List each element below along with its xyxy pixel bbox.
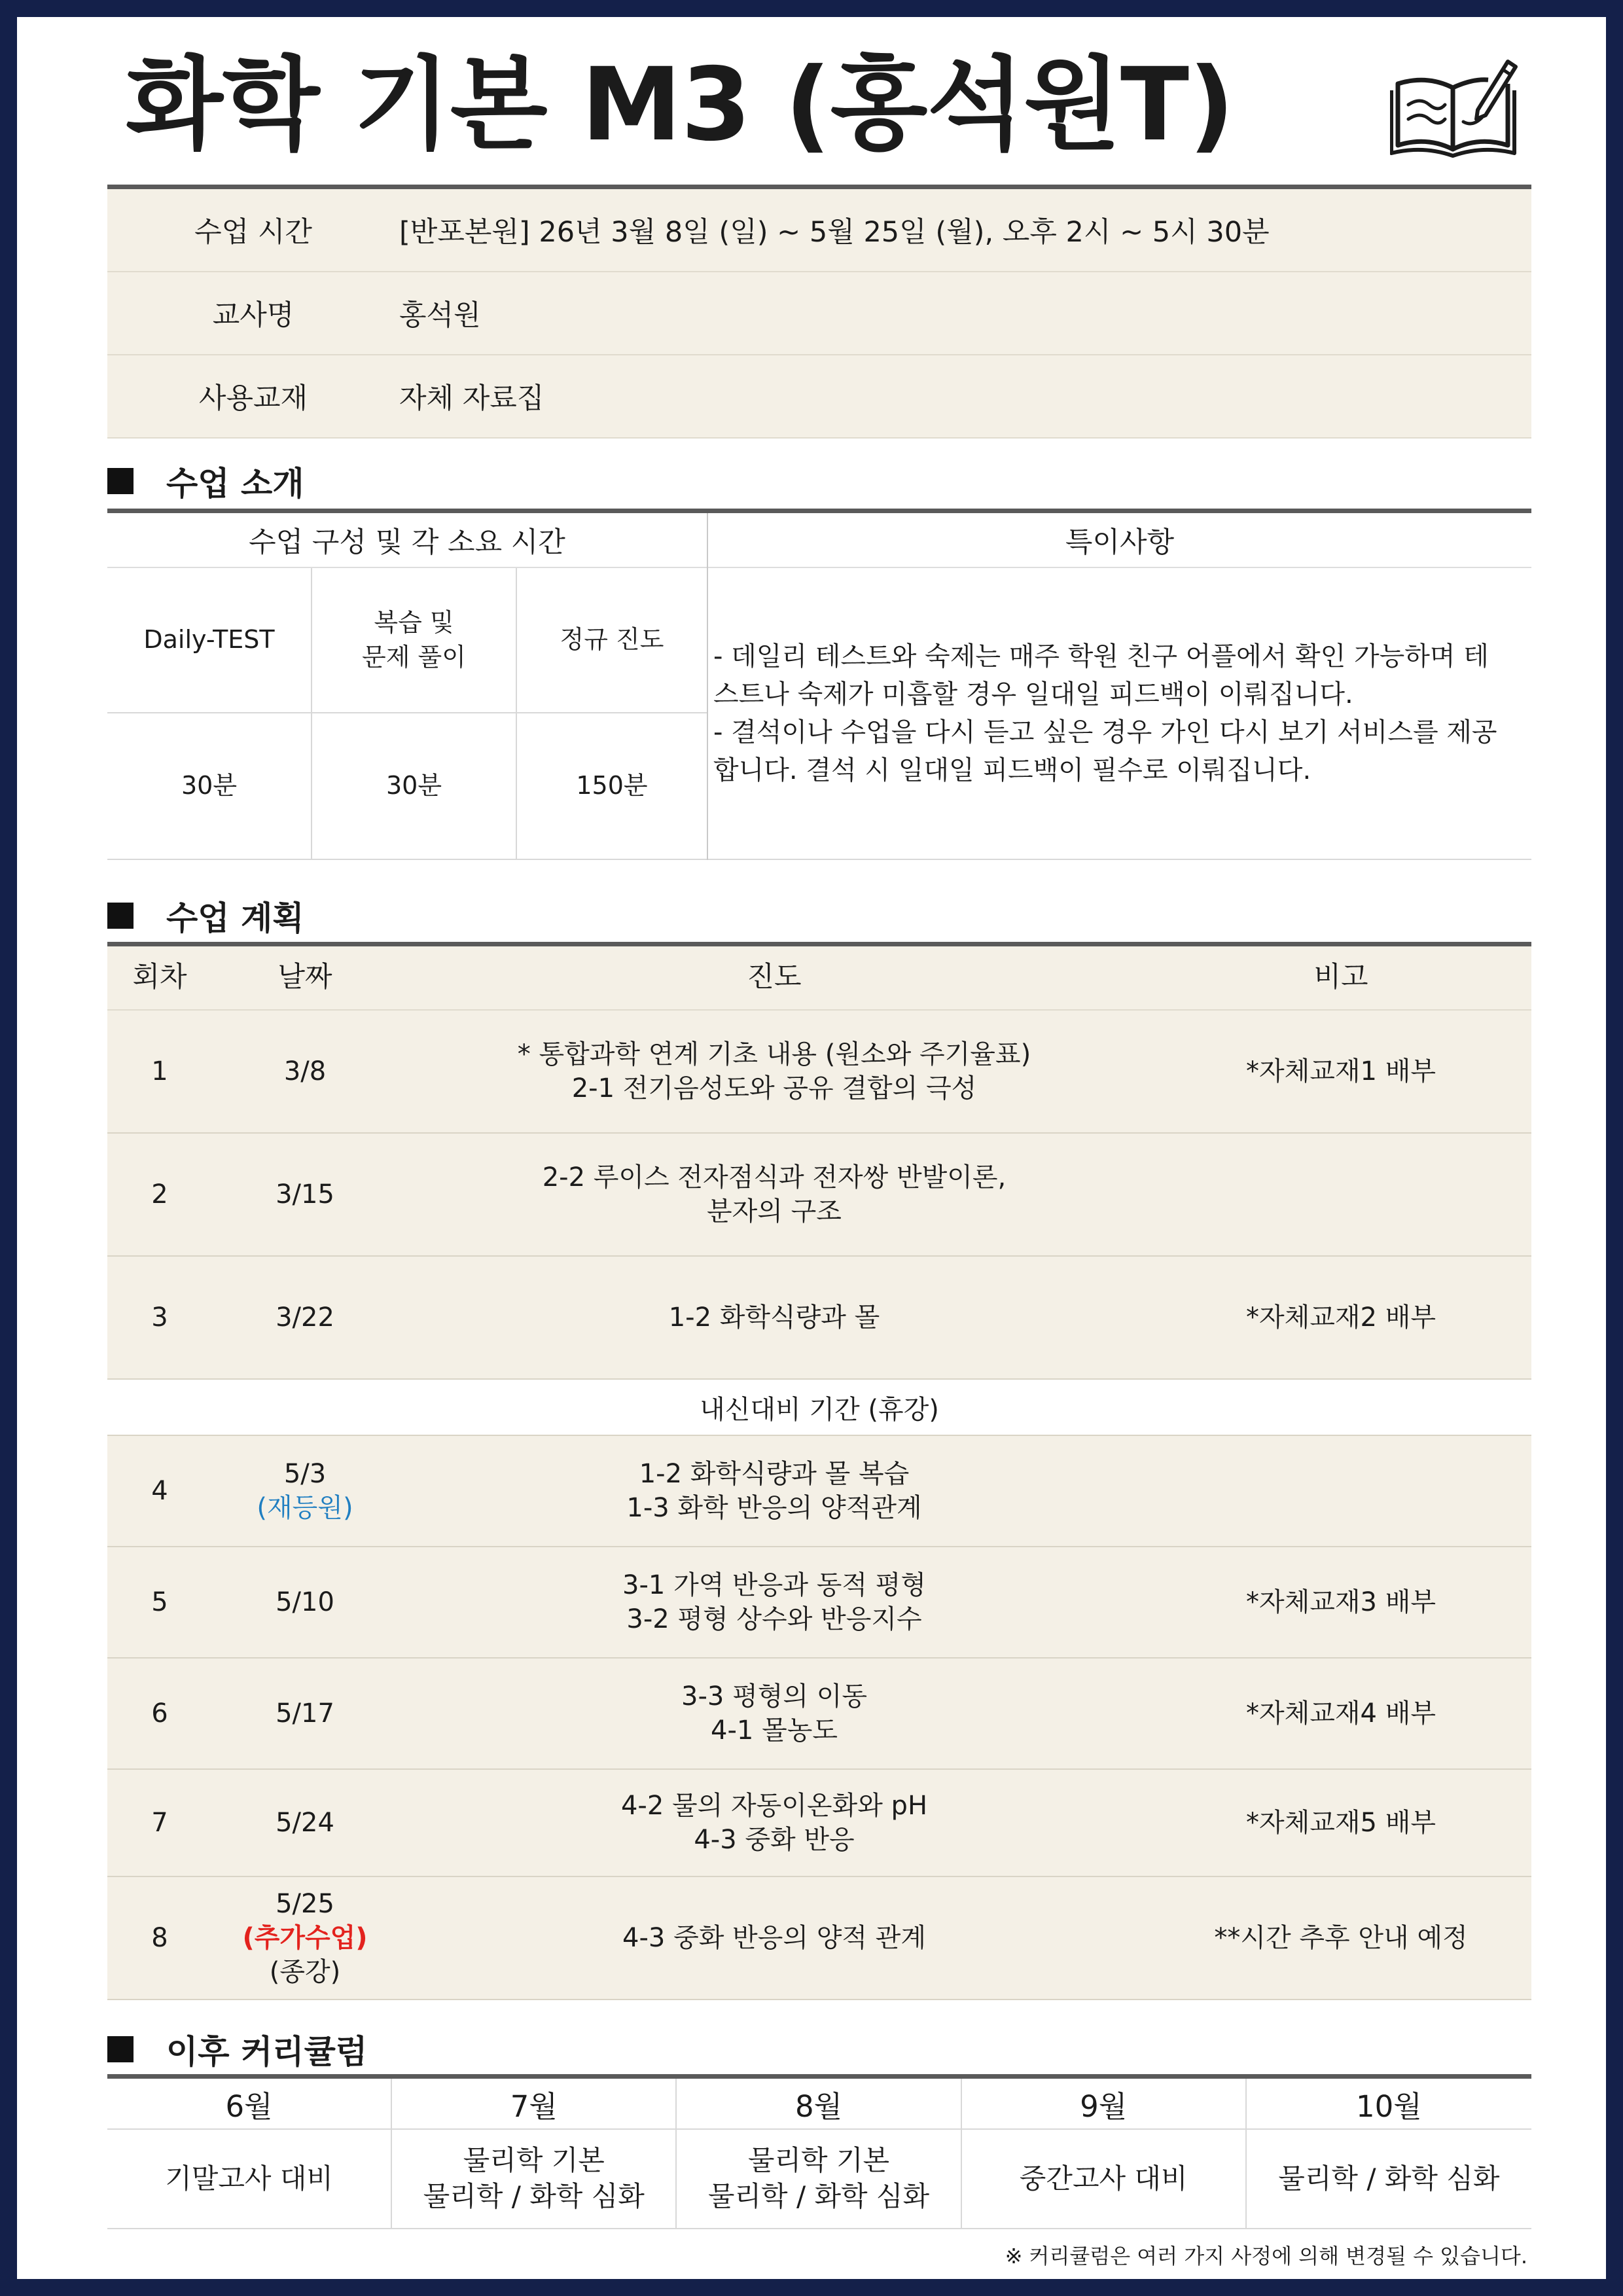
plan-remark	[1150, 1436, 1531, 1546]
plan-session-no: 6	[151, 1698, 168, 1729]
plan-row	[107, 1659, 1531, 1770]
plan-table	[107, 946, 1531, 2000]
intro-composition	[107, 513, 707, 860]
square-bullet-icon	[107, 903, 134, 929]
plan-content-line: 1-3 화학 반응의 양적관계	[626, 1493, 922, 1523]
intro-column-header: 정규 진도	[517, 568, 707, 713]
plan-content-cell	[398, 1770, 1150, 1876]
plan-session-no: 4	[151, 1476, 168, 1506]
info-value: 홍석원	[399, 299, 481, 332]
plan-content-line: 2-2 루이스 전자점식과 전자쌍 반발이론,	[542, 1162, 1007, 1193]
section-heading-curriculum	[107, 2000, 1531, 2079]
intro-duration: 150분	[517, 713, 707, 860]
plan-header-remark: 비고	[1313, 961, 1368, 994]
plan-session-no: 1	[151, 1056, 168, 1086]
square-bullet-icon	[107, 2036, 134, 2062]
plan-remark	[1150, 1134, 1531, 1255]
section-title: 수업 계획	[166, 899, 304, 937]
plan-content-line: 4-1 몰농도	[711, 1715, 838, 1746]
intro-note-line: - 결석이나 수업을 다시 듣고 싶은 경우 가인 다시 보기 서비스를 제공합니다. 결석 시 일대일 피드백이 필수로 이뤄집니다.	[713, 717, 1497, 785]
info-label: 사용교재	[198, 382, 308, 415]
curriculum-content: 중간고사 대비	[962, 2130, 1247, 2229]
plan-row	[107, 1436, 1531, 1547]
plan-header-content: 진도	[747, 961, 802, 994]
title-row	[107, 17, 1531, 189]
class-info-table	[107, 189, 1531, 439]
info-label: 교사명	[212, 299, 294, 332]
plan-date: 5/25	[276, 1889, 334, 1919]
intro-grid	[107, 568, 707, 860]
plan-session-no: 3	[151, 1302, 168, 1333]
plan-header-date: 날짜	[277, 961, 332, 994]
plan-content-line: 분자의 구조	[707, 1196, 842, 1227]
plan-date-cell	[212, 1547, 398, 1657]
plan-date-note: (재등원)	[257, 1493, 353, 1523]
plan-date-extra: (종강)	[269, 1957, 341, 1987]
plan-date-cell	[212, 1659, 398, 1768]
plan-date-note: (추가수업)	[242, 1923, 368, 1953]
plan-session-no: 5	[151, 1587, 168, 1617]
curriculum-month: 9월	[962, 2079, 1247, 2130]
document-sheet	[17, 17, 1606, 2279]
plan-date: 3/15	[276, 1179, 334, 1210]
info-row-textbook	[107, 355, 1531, 439]
open-book-with-pen-icon	[1390, 50, 1518, 158]
intro-left-header: 수업 구성 및 각 소요 시간	[107, 513, 707, 568]
plan-content-line: 3-1 가역 반응과 동적 평형	[622, 1570, 926, 1600]
plan-content-cell	[398, 1547, 1150, 1657]
plan-content-line: 2-1 전기음성도와 공유 결합의 극성	[571, 1073, 977, 1103]
intro-right-header: 특이사항	[708, 513, 1531, 568]
document-content	[107, 17, 1531, 2270]
plan-session-no: 8	[151, 1923, 168, 1953]
info-value: 자체 자료집	[399, 382, 544, 415]
plan-content-line: 4-3 중화 반응	[694, 1825, 855, 1855]
curriculum-table	[107, 2079, 1531, 2229]
intro-note-line: - 데일리 테스트와 숙제는 매주 학원 친구 어플에서 확인 가능하며 테스트나 숙제가 미흡할 경우 일대일 피드백이 이뤄집니다.	[713, 641, 1489, 709]
plan-date-cell	[212, 1877, 398, 1999]
curriculum-footnote: ※ 커리큘럼은 여러 가지 사정에 의해 변경될 수 있습니다.	[1005, 2244, 1527, 2269]
plan-date: 5/24	[276, 1808, 334, 1838]
plan-date: 3/22	[276, 1302, 334, 1333]
curriculum-month: 6월	[107, 2079, 392, 2130]
plan-session-no: 2	[151, 1179, 168, 1210]
plan-content-line: 3-3 평형의 이동	[681, 1681, 867, 1712]
section-heading-intro	[107, 439, 1531, 513]
intro-column-header: Daily-TEST	[107, 568, 312, 713]
plan-date-cell	[212, 1770, 398, 1876]
plan-break-row: 내신대비 기간 (휴강)	[107, 1380, 1531, 1436]
plan-content-cell	[398, 1436, 1150, 1546]
page-title: 화학 기본 M3 (홍석원T)	[126, 46, 1234, 164]
info-label: 수업 시간	[194, 216, 312, 249]
plan-date-cell	[212, 1257, 398, 1378]
plan-remark: *자체교재4 배부	[1245, 1698, 1436, 1729]
plan-row	[107, 1877, 1531, 2000]
plan-body	[107, 1011, 1531, 2000]
plan-row	[107, 1257, 1531, 1380]
info-row-teacher	[107, 272, 1531, 355]
section-title: 이후 커리큘럼	[166, 2032, 368, 2071]
plan-header-no: 회차	[132, 961, 187, 994]
intro-table	[107, 513, 1531, 860]
plan-date-cell	[212, 1134, 398, 1255]
section-heading-plan	[107, 860, 1531, 946]
intro-duration: 30분	[107, 713, 312, 860]
plan-content-line: 4-2 물의 자동이온화와 pH	[620, 1791, 928, 1821]
plan-date-cell	[212, 1436, 398, 1546]
curriculum-content: 물리학 기본 물리학 / 화학 심화	[677, 2130, 961, 2229]
plan-date: 5/3	[283, 1459, 327, 1489]
plan-remark: *자체교재2 배부	[1245, 1302, 1436, 1333]
plan-content-line: 4-3 중화 반응의 양적 관계	[622, 1923, 926, 1953]
plan-date: 5/17	[276, 1698, 334, 1729]
plan-content-line: 1-2 화학식량과 몰 복습	[639, 1459, 910, 1489]
section-title: 수업 소개	[166, 464, 304, 503]
plan-date-cell	[212, 1011, 398, 1132]
curriculum-month: 7월	[392, 2079, 677, 2130]
intro-notes	[707, 513, 1531, 860]
plan-row	[107, 1134, 1531, 1257]
curriculum-month: 8월	[677, 2079, 961, 2130]
plan-content-line: * 통합과학 연계 기초 내용 (원소와 주기율표)	[517, 1039, 1031, 1069]
curriculum-month: 10월	[1247, 2079, 1531, 2130]
plan-row	[107, 1011, 1531, 1134]
square-bullet-icon	[107, 468, 134, 494]
plan-date: 5/10	[276, 1587, 334, 1617]
info-value: [반포본원] 26년 3월 8일 (일) ~ 5월 25일 (월), 오후 2시 ~ 5시 30분	[399, 216, 1270, 249]
plan-content-cell	[398, 1011, 1150, 1132]
curriculum-content: 물리학 기본 물리학 / 화학 심화	[392, 2130, 677, 2229]
plan-date: 3/8	[283, 1056, 327, 1086]
curriculum-content: 물리학 / 화학 심화	[1247, 2130, 1531, 2229]
plan-content-cell	[398, 1659, 1150, 1768]
plan-remark: *자체교재5 배부	[1245, 1808, 1436, 1838]
intro-duration: 30분	[312, 713, 517, 860]
intro-note-text	[708, 568, 1531, 860]
plan-content-line: 3-2 평형 상수와 반응지수	[626, 1604, 922, 1634]
plan-remark: **시간 추후 안내 예정	[1214, 1923, 1468, 1953]
plan-remark: *자체교재1 배부	[1245, 1056, 1436, 1086]
plan-content-cell	[398, 1257, 1150, 1378]
plan-header-row	[107, 946, 1531, 1011]
plan-content-line: 1-2 화학식량과 몰	[668, 1302, 880, 1333]
plan-row	[107, 1547, 1531, 1659]
info-row-time	[107, 189, 1531, 272]
intro-column-header: 복습 및 문제 풀이	[312, 568, 517, 713]
plan-remark: *자체교재3 배부	[1245, 1587, 1436, 1617]
curriculum-content: 기말고사 대비	[107, 2130, 392, 2229]
plan-content-cell	[398, 1134, 1150, 1255]
plan-session-no: 7	[151, 1808, 168, 1838]
plan-content-cell	[398, 1877, 1150, 1999]
plan-row	[107, 1770, 1531, 1877]
